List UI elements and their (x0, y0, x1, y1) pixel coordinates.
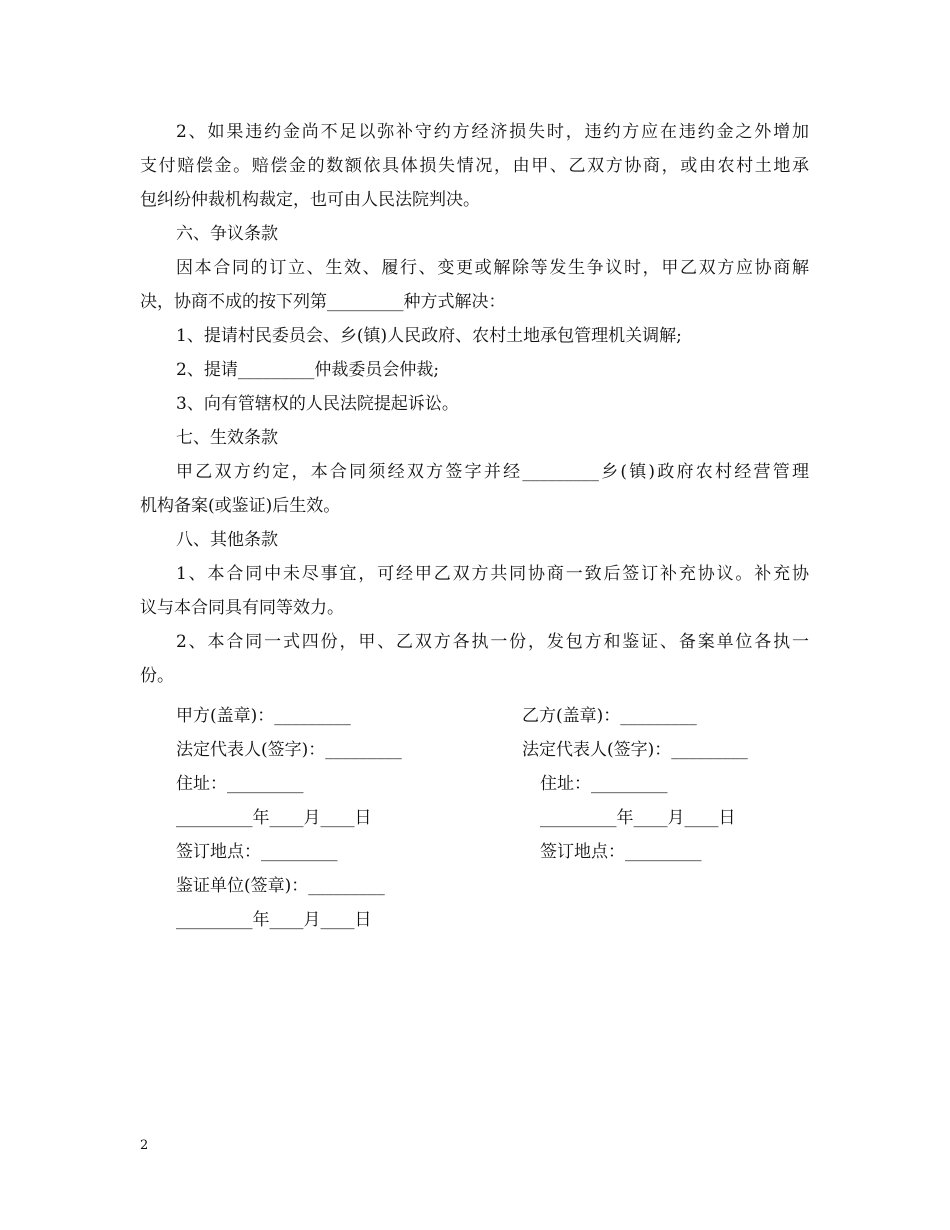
party-b-representative-field: 法定代表人(签字)：_________ (522, 740, 748, 760)
text-line: 甲乙双方约定，本合同须经双方签字并经_________乡(镇)政府农村经营管理 (176, 462, 809, 482)
party-a-date-field: _________年____月____日 (176, 808, 372, 828)
page-number: 2 (140, 1138, 149, 1153)
text-line: 份。 (140, 666, 174, 686)
text-line: 1、提请村民委员会、乡(镇)人民政府、农村土地承包管理机关调解; (176, 326, 682, 346)
section-heading: 八、其他条款 (176, 530, 278, 550)
text-line: 2、如果违约金尚不足以弥补守约方经济损失时，违约方应在违约金之外增加 (176, 122, 809, 142)
text-line: 2、提请_________仲裁委员会仲裁; (176, 360, 440, 380)
party-b-signing-place-field: 签订地点：_________ (540, 842, 702, 862)
text-line: 议与本合同具有同等效力。 (140, 598, 344, 618)
text-line: 包纠纷仲裁机构裁定，也可由人民法院判决。 (140, 190, 480, 210)
text-line: 支付赔偿金。赔偿金的数额依具体损失情况，由甲、乙双方协商，或由农村土地承 (140, 156, 809, 176)
party-b-address-field: 住址：_________ (540, 774, 668, 794)
text-line: 因本合同的订立、生效、履行、变更或解除等发生争议时，甲乙双方应协商解 (176, 258, 809, 278)
party-a-signing-place-field: 签订地点：_________ (176, 842, 338, 862)
certification-date-field: _________年____月____日 (176, 910, 372, 930)
text-line: 2、本合同一式四份，甲、乙双方各执一份，发包方和鉴证、备案单位各执一 (176, 632, 809, 652)
text-line: 1、本合同中未尽事宜，可经甲乙双方共同协商一致后签订补充协议。补充协 (176, 564, 809, 584)
party-b-seal-field: 乙方(盖章)：_________ (522, 706, 697, 726)
certification-unit-field: 鉴证单位(签章)：_________ (176, 876, 385, 896)
text-line: 决，协商不成的按下列第_________种方式解决： (140, 292, 506, 312)
section-heading: 六、争议条款 (176, 224, 278, 244)
party-a-seal-field: 甲方(盖章)：_________ (176, 706, 351, 726)
party-b-date-field: _________年____月____日 (540, 808, 736, 828)
party-a-representative-field: 法定代表人(签字)：_________ (176, 740, 402, 760)
section-heading: 七、生效条款 (176, 428, 278, 448)
text-line: 机构备案(或鉴证)后生效。 (140, 496, 341, 516)
text-line: 3、向有管辖权的人民法院提起诉讼。 (176, 394, 459, 414)
party-a-address-field: 住址：_________ (176, 774, 304, 794)
